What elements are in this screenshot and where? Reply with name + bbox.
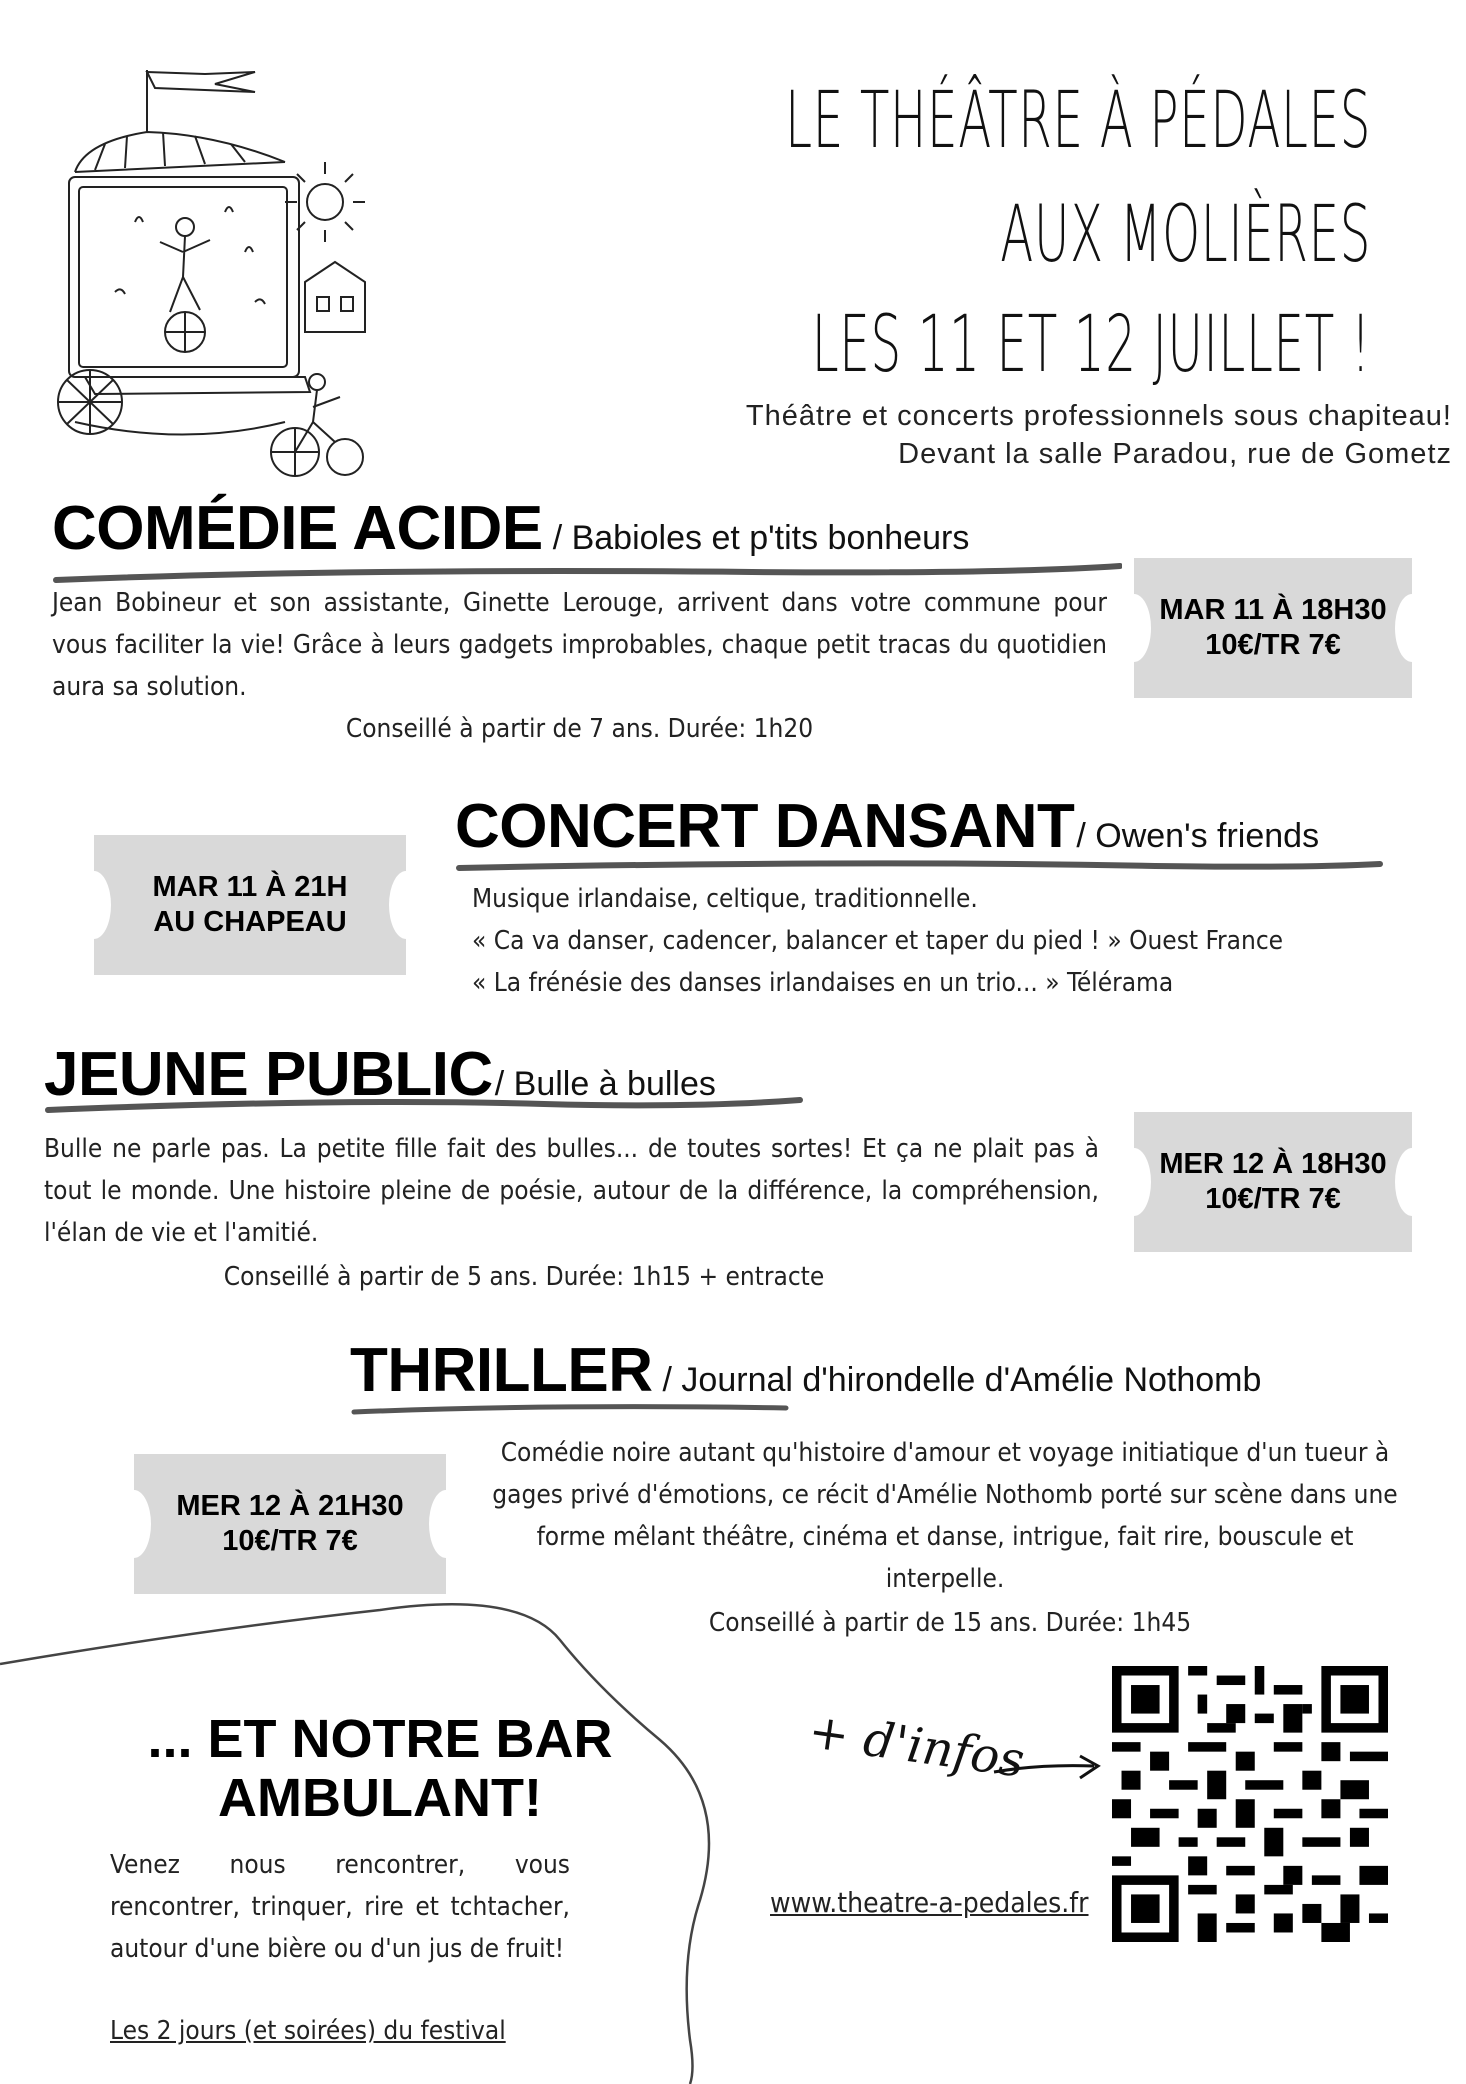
show-4-info: Conseillé à partir de 15 ans. Durée: 1h45 [708,1608,1192,1638]
show-4-name: / Journal d'hirondelle d'Amélie Nothomb [662,1361,1262,1399]
show-3-ticket-price: 10€/TR 7€ [1205,1183,1341,1215]
show-1-ticket-date: MAR 11 À 18H30 [1159,594,1387,627]
show-2-ticket-note: AU CHAPEAU [153,906,347,938]
show-1-description: Jean Bobineur et son assistante, Ginette Lerouge, arrivent dans votre commune pour vous faciliter la vie! Grâce à leurs gadgets improbables, chaque petit tracas du quotidien aura sa solution. [52,588,1107,702]
qr-code-icon[interactable] [1112,1666,1388,1942]
header-subtitle-line-1: Théâtre et concerts professionnels sous chapiteau! [745,400,1452,432]
header-subtitle-line-2: Devant la salle Paradou, rue de Gometz [898,437,1452,470]
show-3-ticket [1134,1112,1412,1252]
bar-description: Venez nous rencontrer, vous rencontrer, trinquer, rire et tchtacher, autour d'une bière ou d'un jus de fruit! [110,1850,570,1964]
show-3-name: / Bulle à bulles [494,1065,716,1103]
show-2-genre: CONCERT DANSANT [455,792,1075,861]
bar-title-line-2: AMBULANT! [218,1768,542,1829]
show-2-description-line-1: Musique irlandaise, celtique, traditionnelle. [472,884,978,914]
show-1-info: Conseillé à partir de 7 ans. Durée: 1h20 [345,714,814,744]
website-link[interactable]: www.theatre-a-pedales.fr [770,1886,1089,1919]
header-title-line-2: AUX MOLIÈRES [1000,190,1371,280]
show-1-ticket-price: 10€/TR 7€ [1205,629,1341,661]
show-2-description [472,878,1372,1004]
show-2-description-line-3: « La frénésie des danses irlandaises en un trio... » Télérama [472,968,1174,998]
show-1-name: / Babioles et p'tits bonheurs [552,519,970,557]
show-3-info: Conseillé à partir de 5 ans. Durée: 1h15 + entracte [223,1262,825,1292]
show-4-ticket-price: 10€/TR 7€ [222,1525,358,1557]
pedal-theatre-illustration [55,62,375,482]
show-2-description-line-2: « Ca va danser, cadencer, balancer et taper du pied ! » Ouest France [472,926,1284,956]
header-subtitle [746,398,1452,473]
show-3-description: Bulle ne parle pas. La petite fille fait des bulles... de toutes sortes! Et ça ne plait pas à tout le monde. Une histoire pleine de poésie, autour de la différence, la compréhension, l'élan de vie et l'amitié. [44,1134,1099,1248]
show-1-ticket [1134,558,1412,698]
show-1-genre: COMÉDIE ACIDE [52,494,543,563]
show-2-name: / Owen's friends [1076,817,1320,855]
show-3-underline [44,1094,804,1116]
show-3-genre: JEUNE PUBLIC [44,1040,493,1109]
show-2-ticket-date: MAR 11 À 21H [152,871,348,904]
bar-title-line-1: ... ET NOTRE BAR [147,1709,613,1769]
show-4-underline [350,1400,790,1418]
show-4-description: Comédie noire autant qu'histoire d'amour et voyage initiatique d'un tueur à gages privé d'émotions, ce récit d'Amélie Nothomb porté sur scène dans une forme mêlant théâtre, cinéma et danse, intrigue, fait rire, bouscule et interpelle. [492,1438,1398,1594]
header-title-line-1: LE THÉÂTRE À PÉDALES [785,76,1371,166]
show-4-ticket [134,1454,446,1594]
show-3-ticket-date: MER 12 À 18H30 [1159,1148,1387,1181]
show-1-title [52,494,970,563]
arrow-right-icon [990,1748,1105,1788]
bar-footer: Les 2 jours (et soirées) du festival [110,2016,506,2046]
show-4-title [350,1336,1262,1405]
show-2-underline [455,854,1385,876]
header-title-line-3: LES 11 ET 12 JUILLET ! [811,300,1371,390]
more-info-label: + d'infos [805,1703,1028,1789]
show-4-ticket-date: MER 12 À 21H30 [176,1490,404,1523]
show-4-genre: THRILLER [350,1336,653,1405]
show-2-title [455,792,1320,861]
show-2-ticket [94,835,406,975]
bar-title [40,1710,720,1829]
